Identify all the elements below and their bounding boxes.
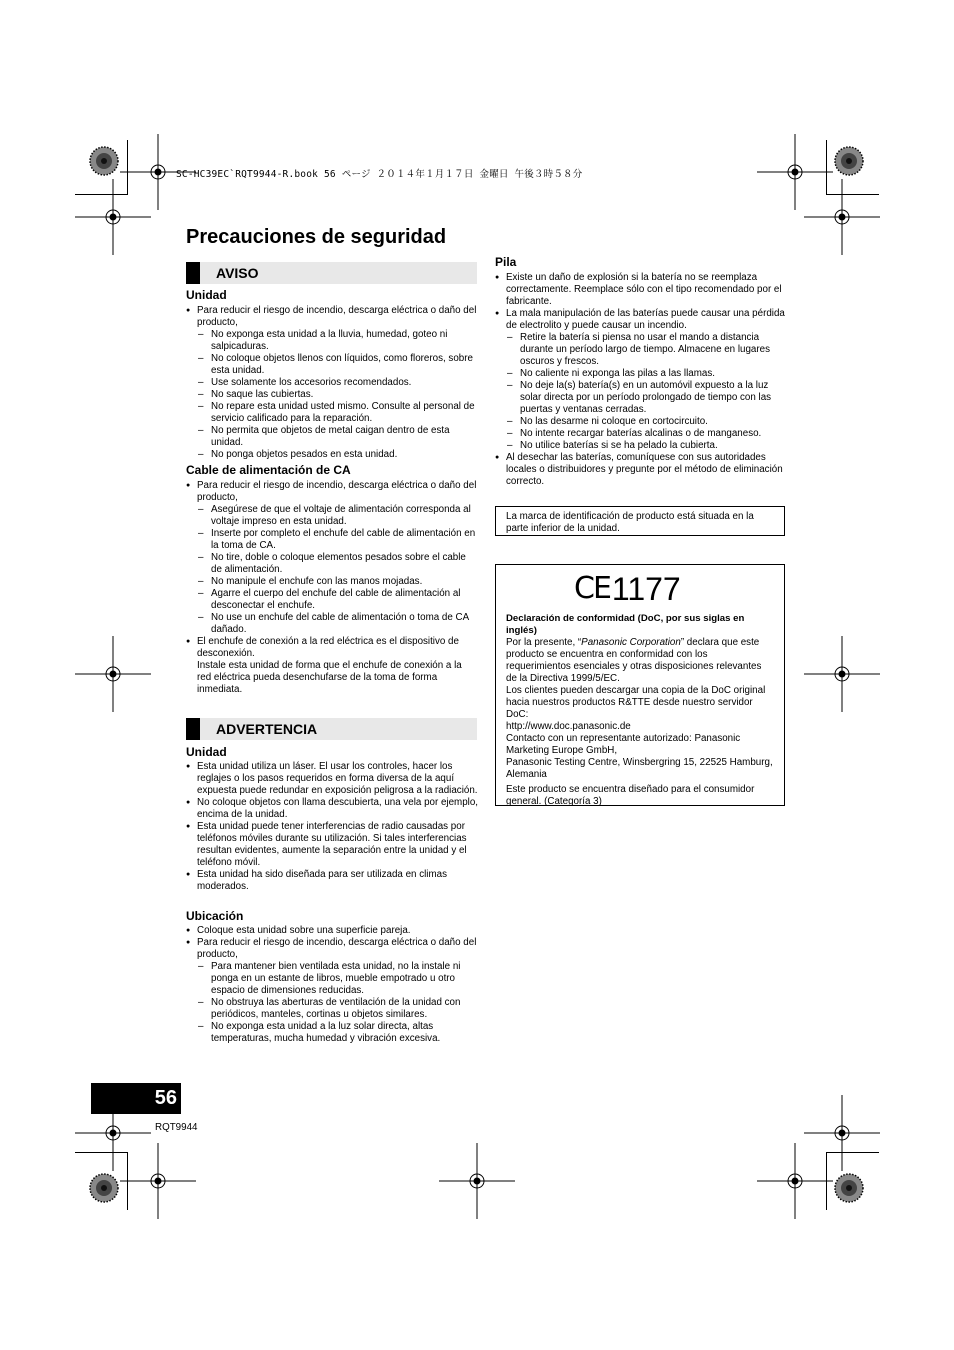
sub-list-item: – No obstruya las aberturas de ventilación de la unidad con periódicos, manteles, cortinas u objetos similares. xyxy=(186,997,478,1021)
doc-heading: Declaración de conformidad (DoC, por sus siglas en inglés) xyxy=(506,613,745,636)
company-name: Panasonic Corporation xyxy=(581,637,681,648)
list-item: ● Para reducir el riesgo de incendio, descarga eléctrica o daño del producto, xyxy=(186,480,478,504)
ubicacion-list xyxy=(186,925,478,1045)
list-item: ● Esta unidad ha sido diseñada para ser utilizada en climas moderados. xyxy=(186,869,478,893)
aviso-cable-heading: Cable de alimentación de CA xyxy=(186,463,351,477)
sub-list-item: – Agarre el cuerpo del enchufe del cable de alimentación al desconectar el enchufe. xyxy=(186,588,478,612)
notified-body-number: 1177 xyxy=(611,571,681,607)
sub-list-item: – Asegúrese de que el voltaje de alimentación corresponda al voltaje impreso en esta unidad. xyxy=(186,504,478,528)
sub-list-item: – No intente recargar baterías alcalinas o de manganeso. xyxy=(495,428,787,440)
doc-box xyxy=(495,564,785,806)
list-item: ● Para reducir el riesgo de incendio, descarga eléctrica o daño del producto, xyxy=(186,937,478,961)
aviso-unidad-heading: Unidad xyxy=(186,288,227,302)
section-marker xyxy=(186,262,200,284)
doc-paragraph-2: Los clientes pueden descargar una copia de la DoC original hacia nuestros productos R&TTE desde nuestro servidor DoC: xyxy=(506,685,766,720)
document-code: RQT9944 xyxy=(155,1122,198,1133)
page-title: Precauciones de seguridad xyxy=(186,226,447,248)
advertencia-unidad-heading: Unidad xyxy=(186,745,227,759)
list-item: Instale esta unidad de forma que el enchufe de conexión a la red eléctrica pueda desenchufarse de la toma de forma inmediata. xyxy=(197,660,462,695)
section-advertencia xyxy=(186,718,477,740)
pila-list xyxy=(495,272,787,488)
aviso-unidad-list xyxy=(186,305,478,461)
list-item: ● Coloque esta unidad sobre una superficie pareja. xyxy=(186,925,478,937)
doc-paragraph-3: Contacto con un representante autorizado: Panasonic Marketing Europe GmbH, xyxy=(506,733,741,756)
sub-list-item: – No caliente ni exponga las pilas a las llamas. xyxy=(495,368,787,380)
sub-list-item: – No saque las cubiertas. xyxy=(186,389,478,401)
sub-list-item: – Retire la batería si piensa no usar el mando a distancia durante un período largo de tiempo. Almacene en lugares oscuros y frescos. xyxy=(495,332,787,368)
list-item: ● Esta unidad puede tener interferencias de radio causadas por teléfonos móviles durante su utilización. Si tales interferencias resultan evidentes, aumente la separación entre la unidad y el teléfono móvil. xyxy=(186,821,478,869)
list-item: ● El enchufe de conexión a la red eléctrica es el dispositivo de desconexión. xyxy=(186,636,478,660)
section-marker xyxy=(186,718,200,740)
list-item: ● No coloque objetos con llama descubierta, una vela por ejemplo, encima de la unidad. xyxy=(186,797,478,821)
doc-paragraph-5: Este producto se encuentra diseñado para el consumidor general. (Categoría 3) xyxy=(506,784,755,807)
sub-list-item: – No coloque objetos llenos con líquidos, como floreros, sobre esta unidad. xyxy=(186,353,478,377)
doc-paragraph-4: Panasonic Testing Centre, Winsbergring 15, 22525 Hamburg, Alemania xyxy=(506,757,773,780)
list-item: ● Esta unidad utiliza un láser. El usar los controles, hacer los reglajes o los pasos requeridos en forma diversa de la aquí expuesta puede redundar en exposición peligrosa a la radiación. xyxy=(186,761,478,797)
sub-list-item: – Inserte por completo el enchufe del cable de alimentación en la toma de CA. xyxy=(186,528,478,552)
sub-list-item: – No ponga objetos pesados en esta unidad. xyxy=(186,449,478,461)
sub-list-item: – Para mantener bien ventilada esta unidad, no la instale ni ponga en un estante de libros, mueble empotrado u otro espacio de dimensiones reducidas. xyxy=(186,961,478,997)
ce-marking xyxy=(574,571,774,607)
sub-list-item: – No use un enchufe del cable de alimentación o toma de CA dañado. xyxy=(186,612,478,636)
sub-list-item: – No permita que objetos de metal caigan dentro de esta unidad. xyxy=(186,425,478,449)
sub-list-item: – Use solamente los accesorios recomendados. xyxy=(186,377,478,389)
page-number: 56 xyxy=(154,1087,177,1109)
sub-list-item: – No exponga esta unidad a la luz solar directa, altas temperaturas, mucha humedad y vibración excesiva. xyxy=(186,1021,478,1045)
section-advertencia-label: ADVERTENCIA xyxy=(216,721,318,737)
ce-logo: CE xyxy=(574,571,610,606)
sub-list-item: – No tire, doble o coloque elementos pesados sobre el cable de alimentación. xyxy=(186,552,478,576)
sub-list-item: – No deje la(s) batería(s) en un automóvil expuesto a la luz solar directa por un período prolongado de tiempo con las puertas y ventanas cerradas. xyxy=(495,380,787,416)
aviso-cable-list xyxy=(186,480,478,696)
doc-paragraph-1: Por la presente, “Panasonic Corporation” declara que este producto se encuentra en conformidad con los requerimientos esenciales y otras disposiciones relevantes de la Directiva 1999/5/EC. xyxy=(506,637,762,684)
sub-list-item: – No exponga esta unidad a la lluvia, humedad, goteo ni salpicaduras. xyxy=(186,329,478,353)
list-item: ● Existe un daño de explosión si la batería no se reemplaza correctamente. Reemplace sólo con el tipo recomendado por el fabricante. xyxy=(495,272,787,308)
list-item: ● Al desechar las baterías, comuníquese con sus autoridades locales o distribuidores y pregunte por el método de eliminación correcto. xyxy=(495,452,787,488)
pila-heading: Pila xyxy=(495,255,517,269)
sub-list-item: – No repare esta unidad usted mismo. Consulte al personal de servicio calificado para la reparación. xyxy=(186,401,478,425)
section-aviso xyxy=(186,262,477,284)
list-item: ● La mala manipulación de las baterías puede causar una pérdida de electrolito y puede causar un incendio. xyxy=(495,308,787,332)
sub-list-item: – No las desarme ni coloque en cortocircuito. xyxy=(495,416,787,428)
product-mark-text: La marca de identificación de producto está situada en la parte inferior de la unidad. xyxy=(506,511,754,534)
book-header: SC-HC39EC`RQT9944-R.book 56 ページ ２０１４年１月１７日 金曜日 午後３時５８分 xyxy=(176,169,583,180)
section-aviso-label: AVISO xyxy=(216,265,259,281)
product-mark-box xyxy=(495,506,785,536)
page-number-tab xyxy=(91,1083,181,1114)
advertencia-unidad-list xyxy=(186,761,478,893)
doc-url-link[interactable]: http://www.doc.panasonic.de xyxy=(506,721,631,732)
ubicacion-heading: Ubicación xyxy=(186,909,244,923)
list-item: ● Para reducir el riesgo de incendio, descarga eléctrica o daño del producto, xyxy=(186,305,478,329)
sub-list-item: – No utilice baterías si se ha pelado la cubierta. xyxy=(495,440,787,452)
sub-list-item: – No manipule el enchufe con las manos mojadas. xyxy=(186,576,478,588)
